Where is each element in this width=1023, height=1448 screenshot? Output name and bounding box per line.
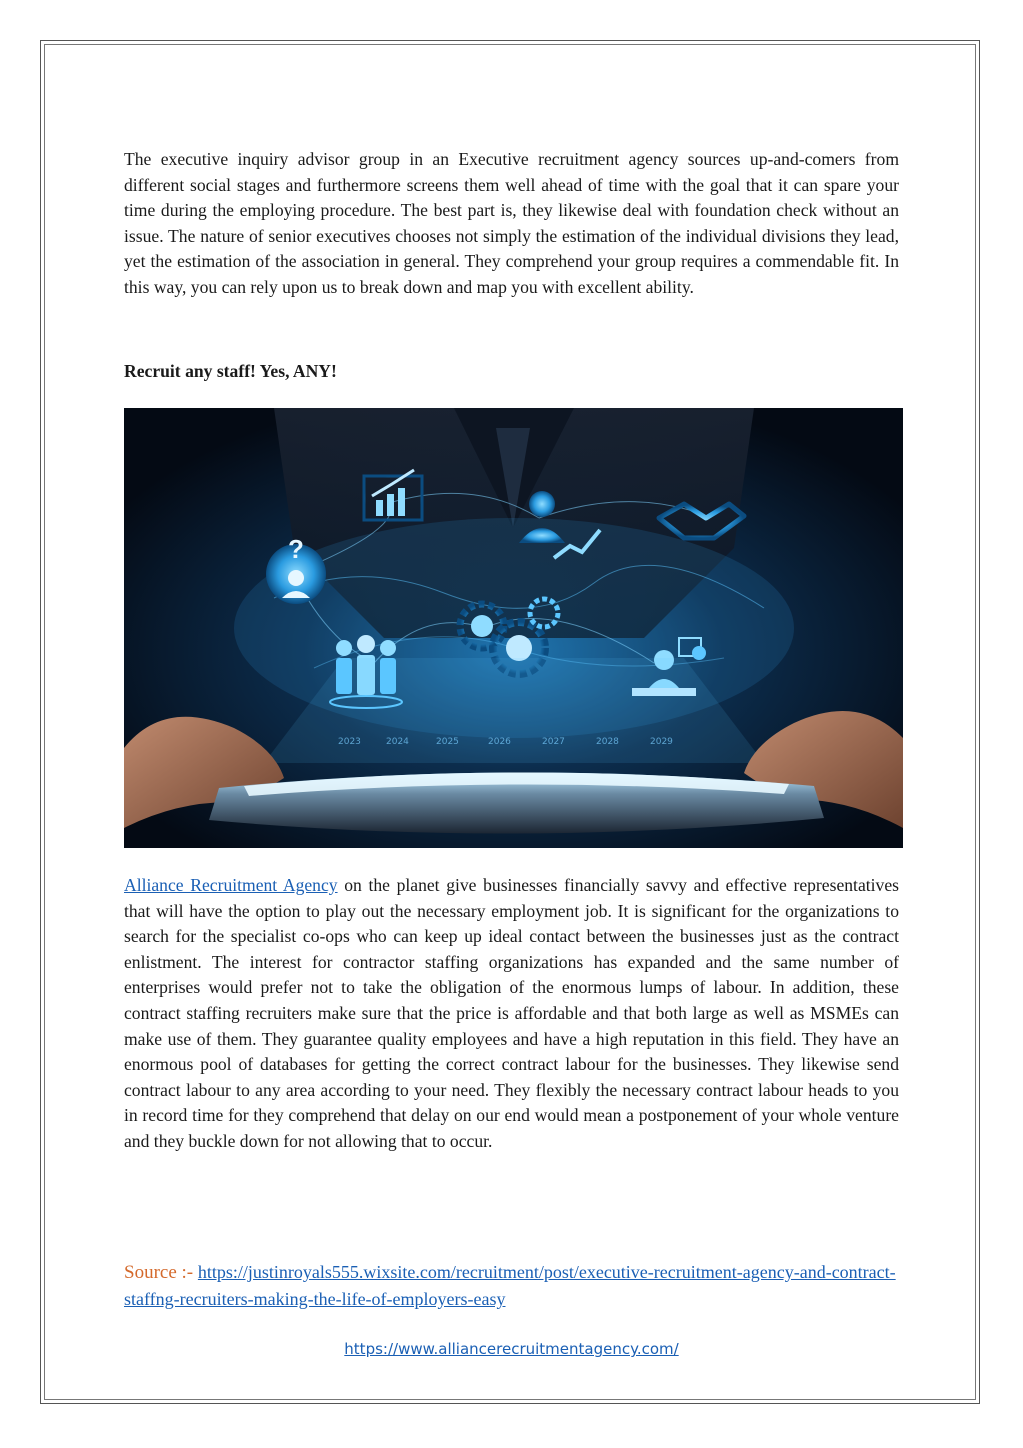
year-label: 2024 bbox=[386, 737, 409, 747]
hero-image bbox=[124, 408, 903, 848]
intro-paragraph: The executive inquiry advisor group in an Executive recruitment agency sources up-and-comers from different social stages and furthermore screens them well ahead of time with the goal that it can spare your time during the employing procedure. The best part is, they likewise deal with foundation check without an issue. The nature of senior executives chooses not simply the estimation of the individual divisions they lead, yet the estimation of the association in general. They comprehend your group requires a commendable fit. In this way, you can rely upon us to break down and map you with excellent ability. bbox=[124, 149, 899, 297]
svg-text:?: ? bbox=[288, 534, 304, 564]
source-line bbox=[124, 1259, 904, 1312]
year-label: 2027 bbox=[542, 737, 565, 747]
year-label: 2025 bbox=[436, 737, 459, 747]
footer-website-link[interactable]: https://www.alliancerecruitmentagency.com/ bbox=[344, 1340, 679, 1358]
section-heading: Recruit any staff! Yes, ANY! bbox=[124, 361, 337, 381]
year-label: 2029 bbox=[650, 737, 673, 747]
year-label: 2023 bbox=[338, 737, 361, 747]
body-paragraph-text: on the planet give businesses financially savvy and effective representatives that will have the option to play out the necessary employment job. It is significant for the organizations to search for the specialist co-ops who can keep up ideal contact between the businesses just as the contract enlistment. The interest for contractor staffing organizations has expanded and the same number of enterprises would prefer not to take the obligation of the enormous lumps of labour. In addition, these contract staffing recruiters make sure that the price is affordable and that both large as well as MSMEs can make use of them. They guarantee quality employees and have a high reputation in this field. They have an enormous pool of databases for getting the correct contract labour for the businesses. They likewise send contract labour to any area according to your need. They flexibly the necessary contract labour heads to you in record time for they comprehend that delay on our end would mean a postponement of your whole venture and they buckle down for not allowing that to occur. bbox=[124, 875, 899, 1151]
source-label: Source :- bbox=[124, 1262, 198, 1283]
year-label: 2028 bbox=[596, 737, 619, 747]
body-paragraph bbox=[124, 873, 899, 1155]
year-label: 2026 bbox=[488, 737, 511, 747]
alliance-recruitment-link[interactable]: Alliance Recruitment Agency bbox=[124, 875, 338, 895]
source-link[interactable]: https://justinroyals555.wixsite.com/recruitment/post/executive-recruitment-agency-and-contract-staffng-recruiters-making-the-life-of-employers-easy bbox=[124, 1262, 896, 1309]
